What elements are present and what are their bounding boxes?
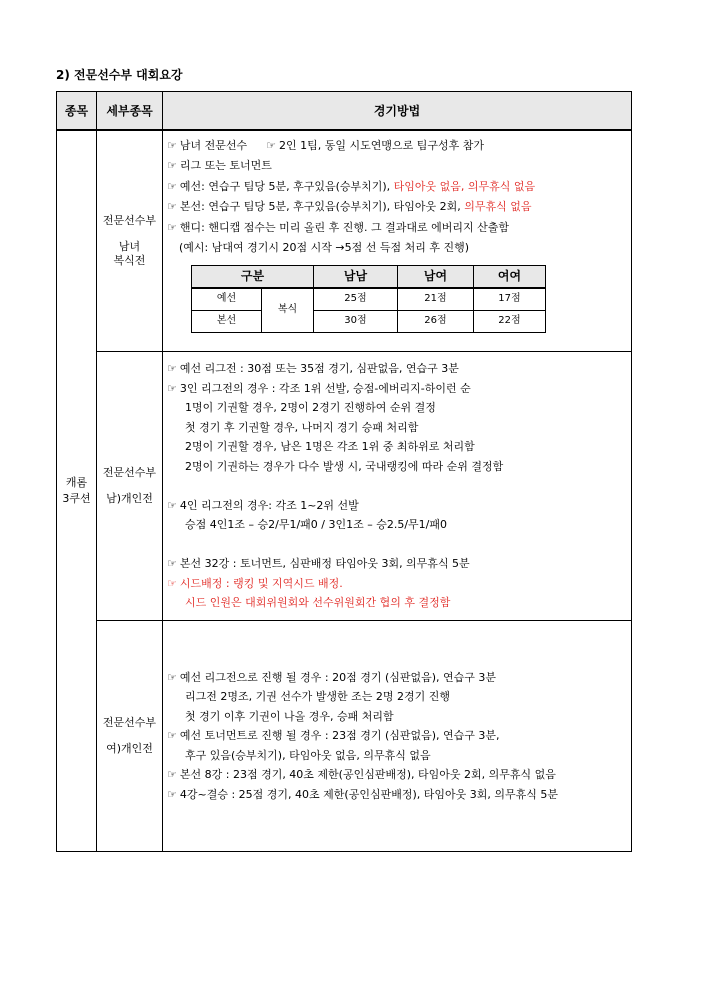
list-item: 승점 4인1조 – 승2/무1/패0 / 3인1조 – 승2.5/무1/패0 — [185, 518, 447, 532]
pointing-hand-icon: ☞ — [167, 729, 177, 743]
list-item: ☞ 4강~결승 : 25점 경기, 40초 제한(공인심판배정), 타임아웃 3회, 의무휴식 5분 — [167, 787, 558, 801]
pointing-hand-icon: ☞ — [167, 498, 177, 512]
handicap-doubles-label: 복식 — [262, 288, 314, 333]
sub-event-label: 전문선수부 — [102, 214, 157, 227]
category-line2: 3쿠션 — [62, 492, 91, 505]
list-item: ☞ 본선 32강 : 토너먼트, 심판배정 타임아웃 3회, 의무휴식 5분 — [167, 557, 470, 571]
list-item: ☞ 예선 리그전으로 진행 될 경우 : 20점 경기 (심판없음), 연습구 3분 — [167, 670, 497, 684]
list-item: 시드 인원은 대회위원회와 선수위원회간 협의 후 결정함 — [185, 596, 451, 610]
sub-event-doubles — [97, 130, 163, 352]
handicap-cell: 21점 — [398, 288, 474, 311]
sub-event-label: 남)개인전 — [106, 492, 153, 505]
method-doubles — [163, 130, 632, 352]
sub-event-men — [97, 352, 163, 621]
table-row-women-individual — [57, 621, 632, 852]
pointing-hand-icon: ☞ — [167, 362, 177, 376]
list-item: ☞ 3인 리그전의 경우 : 각조 1위 선발, 승점-에버리지-하이런 순 — [167, 381, 471, 395]
sub-event-women — [97, 621, 163, 852]
pointing-hand-icon: ☞ — [167, 179, 177, 193]
list-item: ☞ 예선 토너먼트로 진행 될 경우 : 23점 경기 (심판없음), 연습구 3분, — [167, 729, 500, 743]
sub-event-label: 여)개인전 — [106, 742, 153, 755]
pointing-hand-icon: ☞ — [167, 768, 177, 782]
pointing-hand-icon: ☞ — [167, 557, 177, 571]
header-method: 경기방법 — [163, 92, 632, 131]
list-item: ☞ 예선 리그전 : 30점 또는 35점 경기, 심판없음, 연습구 3분 — [167, 362, 459, 376]
pointing-hand-icon: ☞ — [167, 787, 177, 801]
handicap-header-gubun: 구분 — [192, 265, 314, 288]
table-header-row — [57, 92, 632, 131]
list-item: ☞ 4인 리그전의 경우: 각조 1~2위 선발 — [167, 498, 359, 512]
handicap-header-yy: 여여 — [474, 265, 546, 288]
category-line1: 캐롬 — [65, 476, 88, 489]
list-item: 후구 있음(승부치기), 타임아웃 없음, 의무휴식 없음 — [185, 748, 431, 762]
list-item: ☞ 시드배정 : 랭킹 및 지역시드 배정. — [167, 576, 343, 590]
handicap-row-label: 본선 — [192, 310, 262, 332]
page-title: 2) 전문선수부 대회요강 — [56, 68, 183, 82]
pointing-hand-icon: ☞ — [167, 576, 177, 590]
list-item: 2명이 기권하는 경우가 다수 발생 시, 국내랭킹에 따라 순위 결정함 — [185, 459, 504, 473]
competition-rules-table — [56, 91, 632, 852]
sub-event-label: 복식전 — [113, 254, 146, 267]
category-cell — [57, 130, 97, 852]
handicap-header-ny: 남여 — [398, 265, 474, 288]
pointing-hand-icon: ☞ — [266, 138, 277, 152]
handicap-cell: 22점 — [474, 310, 546, 332]
list-item: 첫 경기 후 기권할 경우, 나머지 경기 승패 처리함 — [185, 420, 419, 434]
handicap-table — [191, 265, 546, 333]
header-sub-event: 세부종목 — [97, 92, 163, 131]
list-item: ☞ 리그 또는 토너먼트 — [167, 159, 272, 172]
handicap-row-label: 예선 — [192, 288, 262, 311]
sub-event-label: 남녀 — [118, 240, 141, 253]
list-item: ☞ 핸디: 핸디캡 점수는 미리 올린 후 진행. 그 결과대로 에버리지 산출함 — [167, 220, 509, 234]
handicap-cell: 17점 — [474, 288, 546, 311]
sub-event-label: 전문선수부 — [102, 466, 157, 479]
pointing-hand-icon: ☞ — [167, 381, 177, 395]
list-item: ☞ 남녀 전문선수 ☞ 2인 1팀, 동일 시도연맹으로 팀구성후 참가 — [167, 138, 485, 152]
handicap-cell: 26점 — [398, 310, 474, 332]
list-item: 첫 경기 이후 기권이 나올 경우, 승패 처리함 — [185, 709, 394, 723]
list-item: (예시: 남대여 경기시 20점 시작 →5점 선 득점 처리 후 진행) — [179, 241, 469, 254]
list-item: ☞ 본선: 연습구 팀당 5분, 후구있음(승부치기), 타임아웃 2회, 의무휴식 없음 — [167, 200, 532, 213]
pointing-hand-icon: ☞ — [167, 138, 177, 152]
table-row-doubles — [57, 130, 632, 352]
pointing-hand-icon: ☞ — [167, 200, 177, 213]
list-item: 1명이 기권할 경우, 2명이 2경기 진행하여 순위 결정 — [185, 401, 436, 415]
method-women — [163, 621, 632, 852]
pointing-hand-icon: ☞ — [167, 220, 177, 234]
table-row-men-individual — [57, 352, 632, 621]
handicap-cell: 30점 — [314, 310, 398, 332]
list-item: 2명이 기권할 경우, 남은 1명은 각조 1위 중 최하위로 처리함 — [185, 440, 475, 454]
list-item: ☞ 본선 8강 : 23점 경기, 40초 제한(공인심판배정), 타임아웃 2회, 의무휴식 없음 — [167, 768, 556, 782]
handicap-cell: 25점 — [314, 288, 398, 311]
pointing-hand-icon: ☞ — [167, 159, 177, 172]
list-item: 리그전 2명조, 기권 선수가 발생한 조는 2명 2경기 진행 — [185, 690, 450, 704]
method-men — [163, 352, 632, 621]
sub-event-label: 전문선수부 — [102, 716, 157, 729]
pointing-hand-icon: ☞ — [167, 670, 177, 684]
handicap-header-nn: 남남 — [314, 265, 398, 288]
list-item: ☞ 예선: 연습구 팀당 5분, 후구있음(승부치기), 타임아웃 없음, 의무휴식 없음 — [167, 179, 536, 193]
header-event: 종목 — [57, 92, 97, 131]
